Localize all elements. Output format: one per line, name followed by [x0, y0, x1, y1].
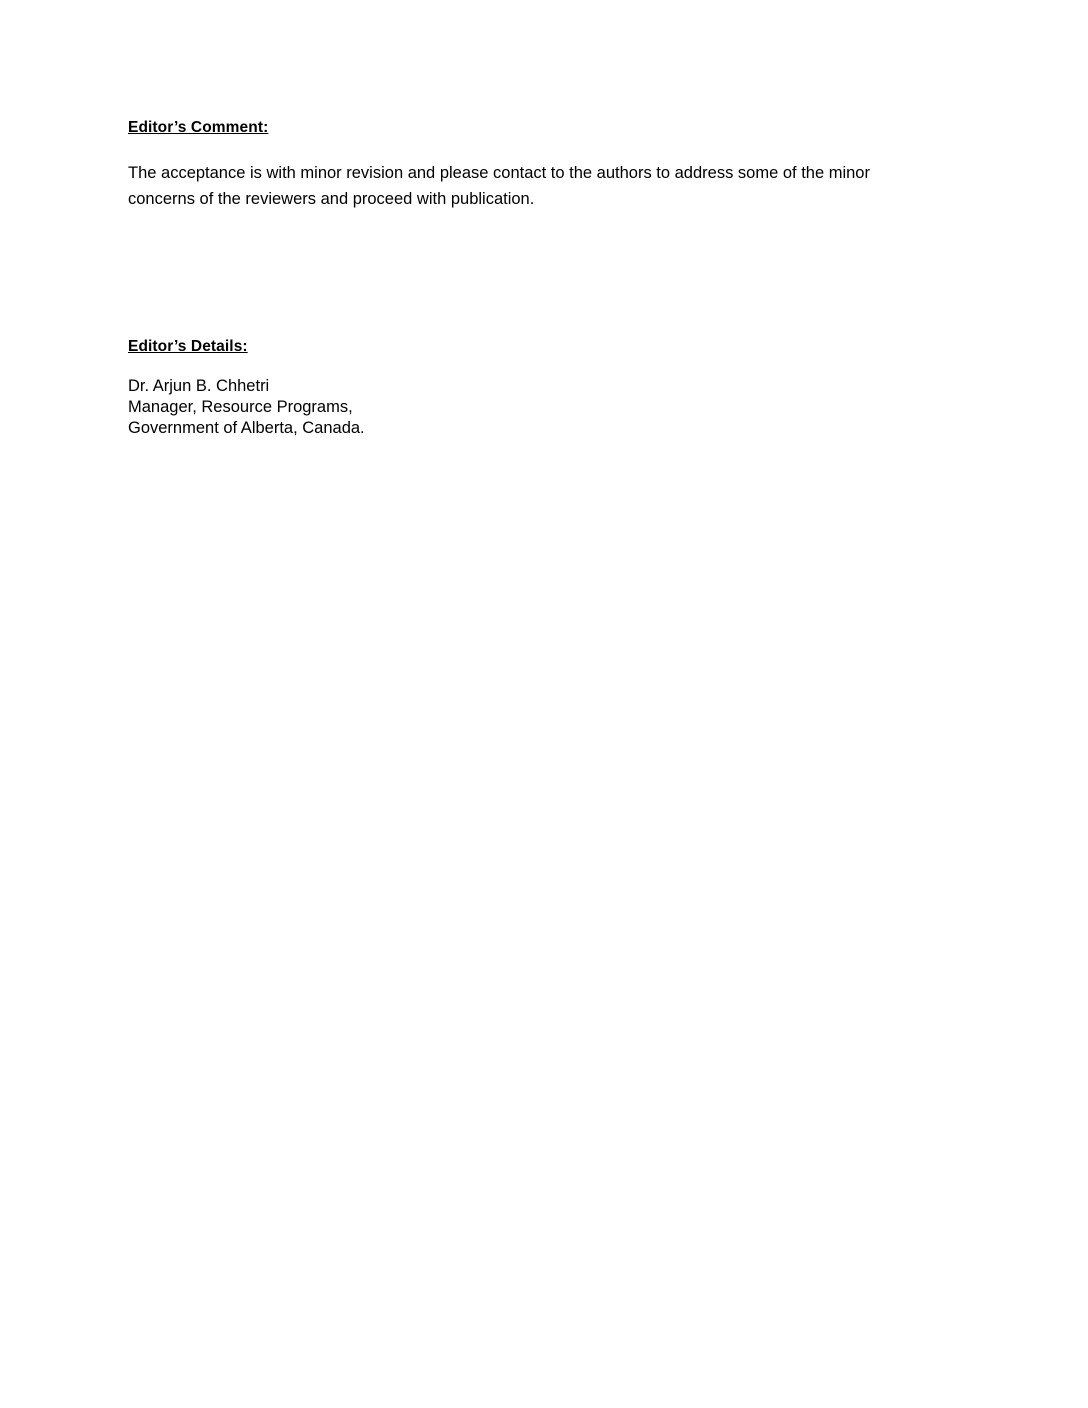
document-content — [128, 118, 930, 439]
editors-details-block — [128, 356, 930, 439]
editor-position: Manager, Resource Programs, — [128, 397, 353, 416]
editor-name: Dr. Arjun B. Chhetri — [128, 376, 270, 395]
section-spacer — [128, 213, 930, 337]
editors-comment-heading: Editor’s Comment: — [128, 119, 269, 136]
editor-affiliation: Government of Alberta, Canada. — [128, 418, 365, 437]
editors-details-heading: Editor’s Details: — [128, 337, 248, 355]
editors-comment-body: The acceptance is with minor revision and please contact to the authors to address some of the minor concerns of the reviewers and proceed with publication. — [128, 164, 870, 208]
